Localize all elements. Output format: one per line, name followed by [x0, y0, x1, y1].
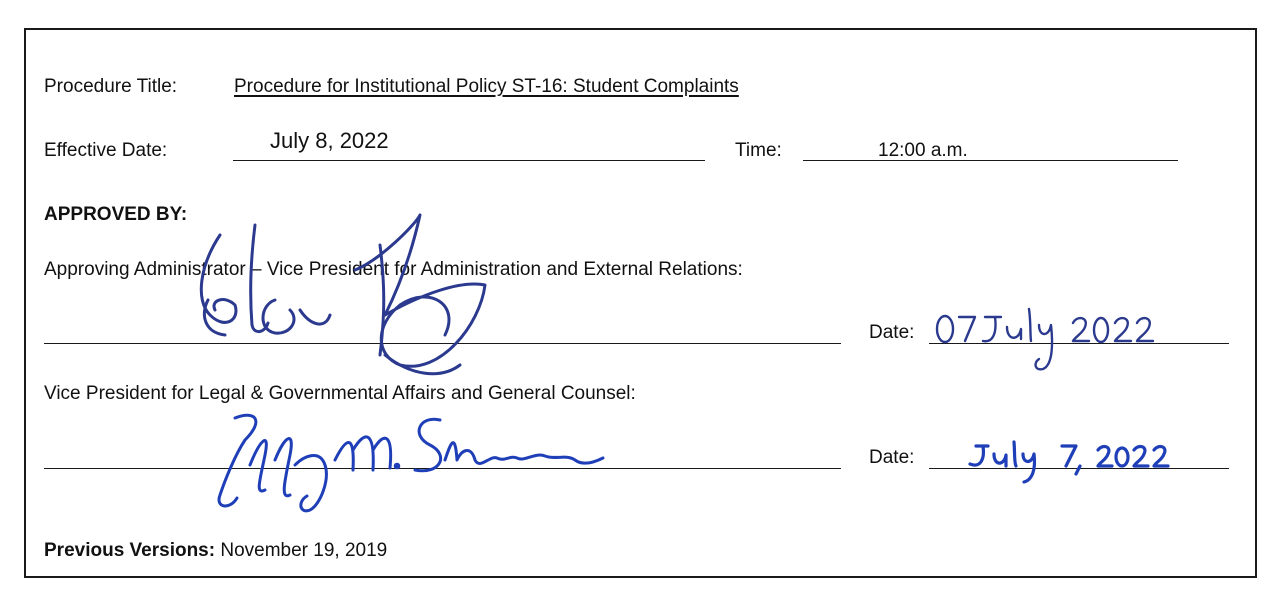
effective-date-value: July 8, 2022	[270, 128, 389, 153]
signer2-signature	[205, 410, 605, 520]
procedure-title-value: Procedure for Institutional Policy ST-16: Student Complaints	[234, 76, 739, 97]
signer1-date-label: Date:	[869, 322, 915, 343]
signer1-signature	[180, 205, 500, 385]
signer1-handwritten-date	[935, 303, 1165, 378]
approved-by-heading: APPROVED BY:	[44, 204, 188, 225]
procedure-title-label: Procedure Title:	[44, 76, 178, 97]
signer2-date-label: Date:	[869, 447, 915, 468]
effective-date-line	[233, 160, 705, 161]
time-line	[803, 160, 1178, 161]
time-label: Time:	[735, 140, 782, 161]
signer2-handwritten-date	[968, 440, 1178, 485]
effective-date-label: Effective Date:	[44, 140, 168, 161]
signer2-role: Vice President for Legal & Governmental Affairs and General Counsel:	[44, 383, 636, 404]
time-value: 12:00 a.m.	[878, 140, 968, 161]
previous-versions-label: Previous Versions:	[44, 540, 216, 561]
signer1-role: Approving Administrator – Vice President for Administration and External Relations:	[44, 259, 743, 280]
previous-versions	[44, 540, 387, 562]
previous-versions-value: November 19, 2019	[220, 540, 388, 561]
